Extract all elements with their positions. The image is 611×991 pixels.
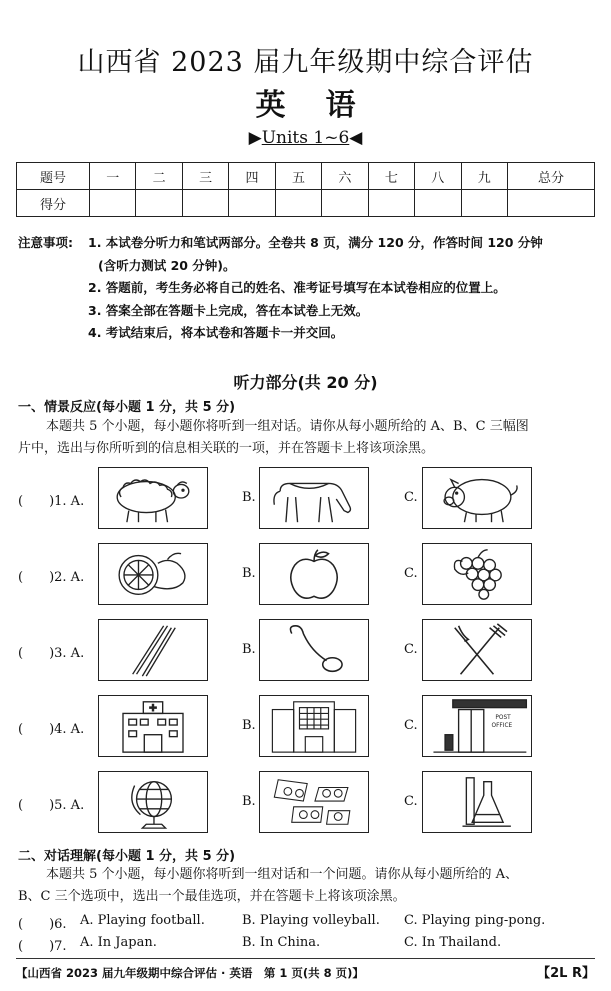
table-cell: 五 (275, 163, 321, 190)
flask-icon[interactable] (422, 771, 532, 833)
table-cell: 二 (136, 163, 182, 190)
orange-icon[interactable] (98, 543, 208, 605)
triangle-right-icon: ▶ (248, 128, 262, 148)
question-label: ( )4. A. (18, 722, 85, 737)
footer-text: 【山西省 2023 届九年级期中综合评估 · 英语 第 1 页(共 8 页)】 (16, 966, 364, 980)
option-c[interactable]: C. Playing ping-pong. (404, 913, 546, 928)
option-a[interactable]: A. In Japan. (80, 935, 157, 950)
note-item: 2. 答题前，考生务必将自己的姓名、准考证号填写在本试卷相应的位置上。 (88, 280, 506, 295)
option-b-label: B. (242, 642, 256, 657)
score-cell[interactable] (368, 190, 414, 217)
option-c-label: C. (404, 794, 418, 809)
table-cell: 八 (415, 163, 461, 190)
note-item: 4. 考试结束后，将本试卷和答题卡一并交回。 (88, 325, 344, 340)
table-cell: 总分 (508, 163, 595, 190)
option-b-label: B. (242, 718, 256, 733)
hospital-icon[interactable] (98, 695, 208, 757)
score-cell[interactable] (182, 190, 228, 217)
table-cell: 六 (322, 163, 368, 190)
option-c-label: C. (404, 642, 418, 657)
units-line (0, 128, 611, 148)
section1-heading: 一、情景反应(每小题 1 分，共 5 分) (18, 400, 236, 415)
option-c-label: C. (404, 490, 418, 505)
table-cell: 三 (182, 163, 228, 190)
pig-icon[interactable] (422, 467, 532, 529)
svg-text:OFFICE: OFFICE (491, 722, 513, 729)
instruction-line: 本题共 5 个小题，每小题你将听到一组对话。请你从每小题所给的 A、B、C 三幅图 (46, 419, 529, 434)
classroom-icon[interactable] (259, 771, 369, 833)
grapes-icon[interactable] (422, 543, 532, 605)
score-cell[interactable] (508, 190, 595, 217)
table-cell: 四 (229, 163, 275, 190)
option-b[interactable]: B. Playing volleyball. (242, 913, 380, 928)
apple-icon[interactable] (259, 543, 369, 605)
instruction-line: B、C 三个选项中，选出一个最佳选项，并在答题卡上将该项涂黑。 (18, 889, 406, 904)
option-b[interactable]: B. In China. (242, 935, 321, 950)
svg-text:POST: POST (495, 715, 511, 722)
option-b-label: B. (242, 490, 256, 505)
listening-title: 听力部分(共 20 分) (233, 373, 378, 392)
option-b-label: B. (242, 794, 256, 809)
score-cell[interactable] (229, 190, 275, 217)
score-cell[interactable] (275, 190, 321, 217)
option-b-label: B. (242, 566, 256, 581)
triangle-left-icon: ◀ (349, 128, 363, 148)
score-table (16, 162, 595, 217)
section2-instruction (18, 864, 601, 908)
option-c[interactable]: C. In Thailand. (404, 935, 502, 950)
footer-code: 【2L R】 (537, 966, 595, 981)
globe-icon[interactable] (98, 771, 208, 833)
score-cell[interactable] (415, 190, 461, 217)
question-label: ( )2. A. (18, 570, 85, 585)
note-item: (含听力测试 20 分钟)。 (98, 257, 236, 273)
question-label: ( )3. A. (18, 646, 85, 661)
exam-title: 山西省 2023 届九年级期中综合评估 (77, 47, 534, 78)
table-cell: 得分 (17, 190, 90, 217)
score-table-header-row (17, 163, 595, 190)
bank-icon[interactable] (259, 695, 369, 757)
table-cell: 题号 (17, 163, 90, 190)
section2-heading: 二、对话理解(每小题 1 分，共 5 分) (18, 849, 236, 864)
note-item: 1. 本试卷分听力和笔试两部分。全卷共 8 页，满分 120 分，作答时间 120 分钟 (88, 235, 543, 250)
table-cell: 七 (368, 163, 414, 190)
score-table-score-row (17, 190, 595, 217)
instruction-line: 本题共 5 个小题，每小题你将听到一组对话和一个问题。请你从每小题所给的 A、 (46, 867, 519, 882)
post-office-icon[interactable] (422, 695, 532, 757)
score-cell[interactable] (90, 190, 136, 217)
notes-label: 注意事项: (18, 235, 73, 250)
chopsticks-icon[interactable] (98, 619, 208, 681)
knife-fork-icon[interactable] (422, 619, 532, 681)
spoon-icon[interactable] (259, 619, 369, 681)
section1-instruction (18, 416, 601, 460)
question-label: ( )1. A. (18, 494, 85, 509)
question-label: ( )7. (18, 939, 67, 954)
option-a[interactable]: A. Playing football. (80, 913, 205, 928)
instruction-line: 片中，选出与你所听到的信息相关联的一项，并在答题卡上将该项涂黑。 (18, 441, 435, 456)
subject-title: 英语 (255, 88, 396, 123)
score-cell[interactable] (461, 190, 508, 217)
table-cell: 一 (90, 163, 136, 190)
sheep-icon[interactable] (98, 467, 208, 529)
table-cell: 九 (461, 163, 508, 190)
score-cell[interactable] (322, 190, 368, 217)
footer-divider (16, 958, 595, 959)
option-c-label: C. (404, 718, 418, 733)
score-cell[interactable] (136, 190, 182, 217)
note-item: 3. 答案全部在答题卡上完成，答在本试卷上无效。 (88, 302, 369, 318)
option-c-label: C. (404, 566, 418, 581)
question-label: ( )5. A. (18, 798, 85, 813)
question-label: ( )6. (18, 917, 67, 932)
units-range: Units 1~6 (261, 128, 350, 148)
horse-icon[interactable] (259, 467, 369, 529)
